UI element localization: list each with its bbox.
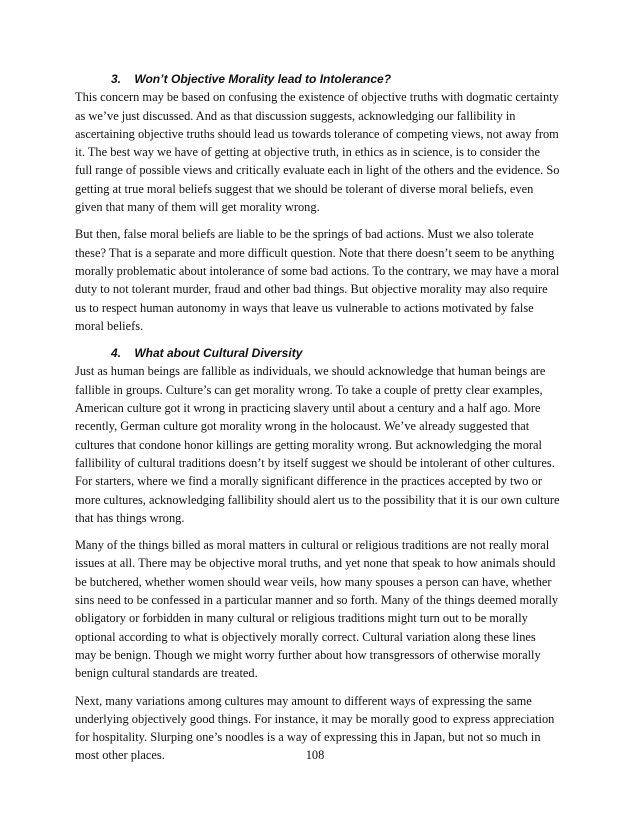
paragraph: This concern may be based on confusing the existence of objective truths with dogmatic certainty as we’ve just discussed. And as that discussion suggests, acknowledging our fallibility in ascertaining objective truths should lead us towards tolerance of competing views, not away from it. The best way we have of getting at objective truth, in ethics as in science, is to consider the full range of possible views and critically evaluate each in light of the others and the evidence. So getting at true moral beliefs suggest that we should be tolerant of diverse moral beliefs, even given that many of them will get morality wrong.	[75, 90, 560, 215]
paragraph: Many of the things billed as moral matters in cultural or religious traditions are not really moral issues at all. There may be objective moral truths, and yet none that speak to how animals should be butchered, whether women should wear veils, how many spouses a person can have, whether sins need to be confessed in a particular manner and so forth. Many of the things deemed morally obligatory or forbidden in many cultural or religious traditions might turn out to be morally optional according to what is objectively morally correct. Cultural variation along these lines may be benign. Though we might worry further about how transgressors of otherwise morally benign cultural standards are treated.	[75, 538, 559, 681]
section-number: 3.	[111, 72, 122, 86]
section-title: Won’t Objective Morality lead to Intolerance?	[134, 72, 392, 86]
section-heading-4	[75, 344, 560, 362]
paragraph: Next, many variations among cultures may amount to different ways of expressing the same underlying objectively good things. For instance, it may be morally good to express appreciation for hospitality. Slurping one’s noodles is a way of expressing this in Japan, but not so much in most other places.	[75, 693, 555, 763]
section-number: 4.	[111, 346, 122, 361]
section-heading-3	[75, 70, 560, 88]
section-title: What about Cultural Diversity	[134, 346, 303, 361]
paragraph: Just as human beings are fallible as individuals, we should acknowledge that human beings are fallible in groups. Culture’s can get morality wrong. To take a couple of pretty clear examples, American culture got it wrong in practicing slavery until about a century and a half ago. More recently, German culture got morality wrong in the holocaust. We’ve already suggested that cultures that condone honor killings are getting morality wrong. But acknowledging the moral fallibility of cultural traditions doesn’t by itself suggest we should be intolerant of other cultures. For starters, where we find a morally significant difference in the practices accepted by two or more cultures, acknowledging fallibility should alert us to the possibility that it is our own culture that has things wrong.	[75, 364, 560, 525]
page-number: 108	[305, 748, 325, 762]
paragraph: But then, false moral beliefs are liable to be the springs of bad actions. Must we also tolerate these? That is a separate and more difficult question. Note that there doesn’t seem to be anything morally problematic about intolerance of some bad actions. To the contrary, we may have a moral duty to not tolerant murder, fraud and other bad things. But objective morality may also require us to respect human autonomy in ways that leave us vulnerable to actions motivated by false moral beliefs.	[75, 227, 560, 333]
page-content	[75, 70, 560, 774]
